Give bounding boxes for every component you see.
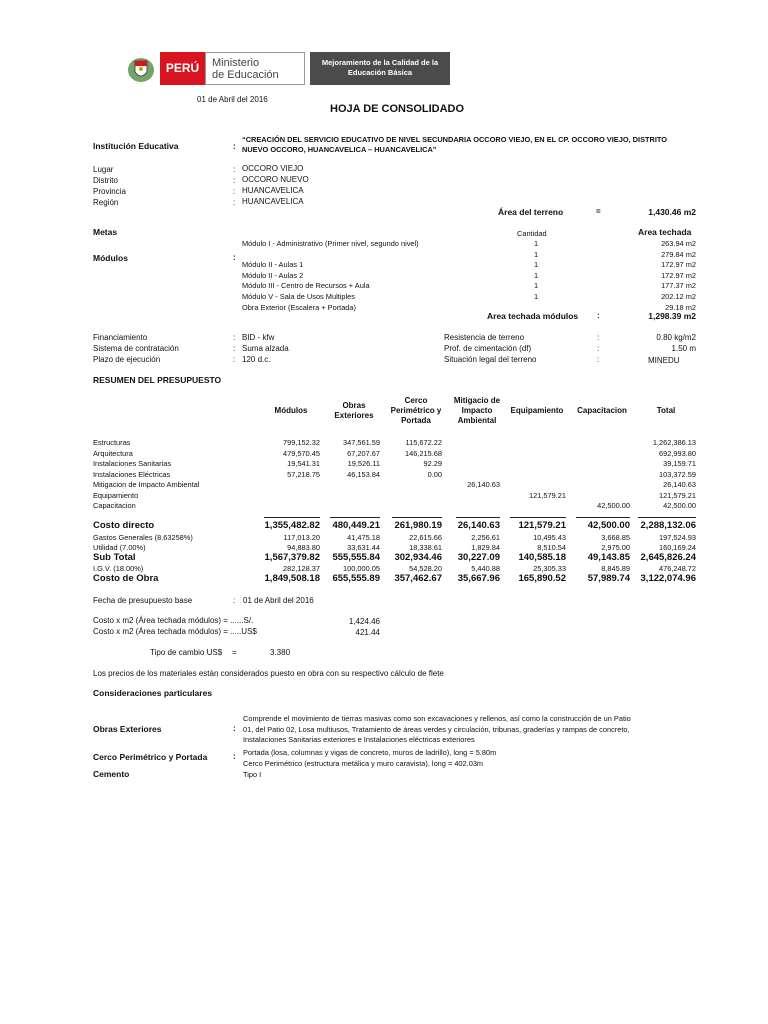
obras-exteriores-label: Obras Exteriores [93,724,162,734]
resumen-cell: 103,372.59 [659,469,696,479]
resumen-cell: 799,152.32 [283,438,320,447]
obras-line3: Instalaciones Sanitarias exteriores e Instalaciones eléctricas exteriores [243,735,475,744]
resumen-cell: 35,667.96 [457,573,500,584]
terrain-label: Situación legal del terreno [444,355,537,364]
sum-line [264,517,320,518]
modulo-cantidad: 1 [533,249,539,259]
resumen-row-label: Utilidad (7.00%) [93,543,146,552]
modulo-area: 279.84 m2 [661,249,696,259]
resumen-cell: 140,585.18 [518,552,566,563]
resumen-cell: 26,140.63 [663,480,696,489]
resumen-cell: 302,934.46 [394,552,442,563]
resumen-cell: 1,355,482.82 [264,520,320,531]
terrain-colon: : [597,333,600,342]
obras-colon: : [233,724,236,733]
resumen-cell: 49,143.85 [587,552,630,563]
modulo-area: 172.97 m2 [661,270,696,280]
resumen-cell: 1,829.84 [471,543,500,552]
costo-m2-dolares-label: Costo x m2 (Área techada módulos) = .....US$ [93,627,257,636]
ministerio-text: Ministerio [212,57,260,69]
modulo-cantidad: 1 [533,260,539,270]
resumen-row-label: Instalaciones Eléctricas [93,469,171,479]
fecha-presupuesto-colon: : [233,596,236,605]
sum-line [456,517,500,518]
financing-value: Suma alzada [242,344,289,353]
terrain-value: MINEDU [648,356,680,365]
cerco-label: Cerco Perimétrico y Portada [93,752,208,762]
location-colon: : [233,198,236,207]
resumen-row-label: Equipamiento [93,490,139,500]
area-terreno-eq: = [596,207,601,216]
resumen-cell: 54,528.20 [409,564,442,573]
resumen-cell: 476,248.72 [659,564,696,573]
area-techada-total-value: 1,298.39 m2 [648,311,696,321]
area-techada-total-colon: : [597,311,600,320]
modulo-name: Módulo I - Administrativo (Primer nivel, segundo nivel) [242,239,419,248]
resumen-cell: 261,980.19 [394,520,442,531]
modulo-area: 172.97 m2 [661,260,696,270]
resumen-cell: 41,475.18 [347,533,380,542]
fecha-presupuesto-label: Fecha de presupuesto base [93,596,193,605]
resumen-cell: 121,579.21 [529,490,566,500]
cerco-line2: Cerco Perimétrico (estructura metálica y muro caravista), long = 402.03m [243,759,484,768]
cemento-value: Tipo I [243,770,262,779]
financing-colon: : [233,355,236,364]
modulo-area: 202.12 m2 [661,292,696,301]
educacion-text: de Educación [212,69,279,81]
tipo-cambio-label: Tipo de cambio US$ [150,648,223,657]
resumen-cell: 30,227.09 [457,552,500,563]
terrain-value: 1.50 m [671,344,696,353]
resumen-cell: 57,989.74 [587,573,630,584]
consideraciones-title: Consideraciones particulares [93,688,213,698]
resumen-cell: 555,555.84 [332,552,380,563]
location-label: Lugar [93,165,114,174]
institucion-colon: : [233,142,236,151]
calidad-banner [310,52,450,85]
sum-line [576,517,630,518]
costo-m2-soles-value: 1,424.46 [348,617,380,626]
financing-label: Sistema de contratación [93,344,179,353]
resumen-cell: 0.00 [427,469,442,479]
ministerio-logo [205,52,305,85]
resumen-cell: 197,524.93 [659,533,696,542]
sum-line [392,517,442,518]
resumen-cell: 347,561.59 [343,438,380,447]
costo-m2-dolares-value: 421.44 [355,628,380,637]
financing-colon: : [233,333,236,342]
resumen-column-header: Total [656,406,676,415]
area-terreno-label: Área del terreno [498,207,564,217]
location-label: Región [93,198,119,207]
location-label: Provincia [93,187,126,196]
resumen-row-label: Instalaciones Sanitarias [93,459,172,468]
resumen-cell: 655,555.89 [332,573,380,584]
financing-label: Financiamiento [93,333,148,342]
modulos-colon: : [233,253,236,262]
terrain-label: Resistencia de terreno [444,333,525,342]
financing-value: 120 d.c. [242,355,271,364]
resumen-cell: 121,579.21 [659,490,696,500]
resumen-column-header: Equipamiento [510,406,564,415]
sum-line [330,517,380,518]
resumen-row-label: Costo de Obra [93,573,159,584]
modulo-cantidad: 1 [533,239,539,248]
resumen-cell: 92.29 [423,459,442,468]
resumen-cell: 165,890.52 [518,573,566,584]
resumen-cell: 18,338.61 [409,543,442,552]
resumen-cell: 26,140.63 [457,520,500,531]
area-techada-header: Area techada [638,227,692,237]
modulo-area: 29.18 m2 [665,302,696,312]
resumen-cell: 146,215.68 [405,448,442,458]
calidad-line1: Mejoramiento de la Calidad de la [321,58,439,67]
obras-line1: Comprende el movimiento de tierras masivas como son excavaciones y rellenos, así como la construcción de un Patio [243,714,631,723]
resumen-cell: 1,262,386.13 [652,438,696,447]
resumen-cell: 121,579.21 [518,520,566,531]
resumen-row-label: Capacitacion [93,501,136,510]
resumen-cell: 42,500.00 [597,501,630,510]
cerco-colon: : [233,752,236,761]
location-value: HUANCAVELICA [242,197,304,206]
financing-value: BID - kfw [242,333,275,342]
modulos-label: Módulos [93,253,128,263]
peru-logo: PERÚ [160,52,205,85]
resumen-cell: 1,567,379.82 [264,552,320,563]
financing-label: Plazo de ejecución [93,355,161,364]
coat-of-arms-icon [126,54,156,84]
resumen-row-label: Costo directo [93,520,155,531]
document-title: HOJA DE CONSOLIDADO [330,103,465,115]
obras-line2: 01, del Patio 02, Losa multiusos, Tratamiento de áreas verdes y circulación, tribunas, graderías y rampas de concreto, [243,725,630,734]
location-label: Distrito [93,176,118,185]
resumen-cell: 2,645,826.24 [640,552,696,563]
modulo-area: 177.37 m2 [661,281,696,291]
financing-colon: : [233,344,236,353]
location-colon: : [233,187,236,196]
location-colon: : [233,165,236,174]
resumen-cell: 39,159.71 [663,459,696,468]
resumen-column-header: Capacitacion [577,406,627,415]
resumen-cell: 42,500.00 [587,520,630,531]
resumen-cell: 2,288,132.06 [640,520,696,531]
sum-line [638,517,696,518]
resumen-cell: 19,541.31 [287,459,320,468]
resumen-row-label: Mitigacion de Impacto Ambiental [93,480,200,489]
header-banner [120,52,450,85]
cerco-line1: Portada (losa, columnas y vigas de concreto, muros de ladrillo), long = 5.80m [243,748,497,757]
resumen-cell: 57,218.75 [287,469,320,479]
cantidad-header: Cantidad [517,229,547,238]
modulo-name: Módulo V - Sala de Usos Multiples [242,292,355,301]
modulo-name: Módulo II - Aulas 2 [242,270,304,280]
calidad-line2: Educación Básica [347,68,413,77]
resumen-cell: 94,883.80 [287,543,320,552]
resumen-row-label: I.G.V. (18.00%) [93,564,144,573]
modulo-name: Módulo III - Centro de Recursos + Aula [242,281,370,291]
area-techada-total-label: Area techada módulos [487,311,579,321]
resumen-cell: 10,495.43 [533,533,566,542]
document-date: 01 de Abril del 2016 [197,95,268,104]
resumen-cell: 1,849,508.18 [264,573,320,584]
location-value: OCCORO VIEJO [242,164,304,173]
metas-label: Metas [93,227,118,237]
institucion-line1: “CREACIÓN DEL SERVICIO EDUCATIVO DE NIVEL SECUNDARIA OCCORO VIEJO, EN EL CP. OCCORO VIEJO, DISTRITO [242,135,668,144]
resumen-cell: 357,462.67 [394,573,442,584]
resumen-column-header: Obras Exteriores [334,401,374,420]
resumen-cell: 67,207.67 [347,448,380,458]
modulo-cantidad: 1 [533,292,539,301]
resumen-column-header: Módulos [274,406,308,415]
resumen-cell: 100,000.05 [343,564,380,573]
resumen-cell: 3,122,074.96 [640,573,696,584]
area-terreno-value: 1,430.46 m2 [648,207,696,217]
resumen-cell: 5,440.88 [471,564,500,573]
resumen-cell: 19,526.11 [347,459,380,468]
tipo-cambio-value: 3.380 [270,648,291,657]
resumen-cell: 46,153.84 [347,469,380,479]
sum-line [510,517,566,518]
resumen-cell: 480,449.21 [332,520,380,531]
modulo-cantidad: 1 [533,281,539,291]
resumen-row-label: Sub Total [93,552,136,563]
resumen-row-label: Gastos Generales (8.63258%) [93,533,193,542]
resumen-cell: 25,305.33 [533,564,566,573]
resumen-cell: 479,570.45 [283,448,320,458]
modulo-cantidad: 1 [533,270,539,280]
terrain-value: 0.80 kg/m2 [656,333,696,342]
nota-precios: Los precios de los materiales están considerados puesto en obra con su respectivo cálculo de flete [93,669,444,678]
modulo-area: 263.94 m2 [661,239,696,248]
resumen-column-header: Mitigacio de Impacto Ambiental [453,396,501,425]
resumen-cell: 2,256.61 [471,533,500,542]
resumen-cell: 33,631.44 [347,543,380,552]
resumen-cell: 22,615.66 [409,533,442,542]
modulo-name: Módulo II - Aulas 1 [242,260,304,270]
resumen-cell: 282,128.37 [283,564,320,573]
fecha-presupuesto-value: 01 de Abril del 2016 [243,596,314,605]
resumen-cell: 115,672.22 [405,438,442,447]
resumen-row-label: Estructuras [93,438,131,447]
location-colon: : [233,176,236,185]
modulo-name: Obra Exterior (Escalera + Portada) [242,302,356,312]
institucion-line2: NUEVO OCCORO, HUANCAVELICA – HUANCAVELICA” [242,145,437,154]
terrain-colon: : [597,355,600,364]
resumen-cell: 8,510.54 [537,543,566,552]
costo-m2-soles-label: Costo x m2 (Área techada módulos) = ......S/. [93,616,254,625]
resumen-cell: 2,975.00 [601,543,630,552]
tipo-cambio-eq: = [232,648,237,657]
resumen-cell: 117,013.20 [283,533,320,542]
location-value: HUANCAVELICA [242,186,304,195]
terrain-colon: : [597,344,600,353]
institucion-label: Institución Educativa [93,141,179,151]
resumen-column-header: Cerco Perimétrico y Portada [390,396,442,425]
resumen-row-label: Arquitectura [93,448,133,458]
resumen-cell: 8,845.89 [601,564,630,573]
resumen-cell: 42,500.00 [663,501,696,510]
cemento-label: Cemento [93,769,130,779]
resumen-cell: 160,169.24 [659,543,696,552]
terrain-label: Prof. de cimentación (df) [444,344,532,353]
resumen-cell: 692,993.80 [659,448,696,458]
resumen-title: RESUMEN DEL PRESUPUESTO [93,375,222,385]
location-value: OCCORO NUEVO [242,175,309,184]
resumen-cell: 3,668.85 [601,533,630,542]
resumen-cell: 26,140.63 [467,480,500,489]
